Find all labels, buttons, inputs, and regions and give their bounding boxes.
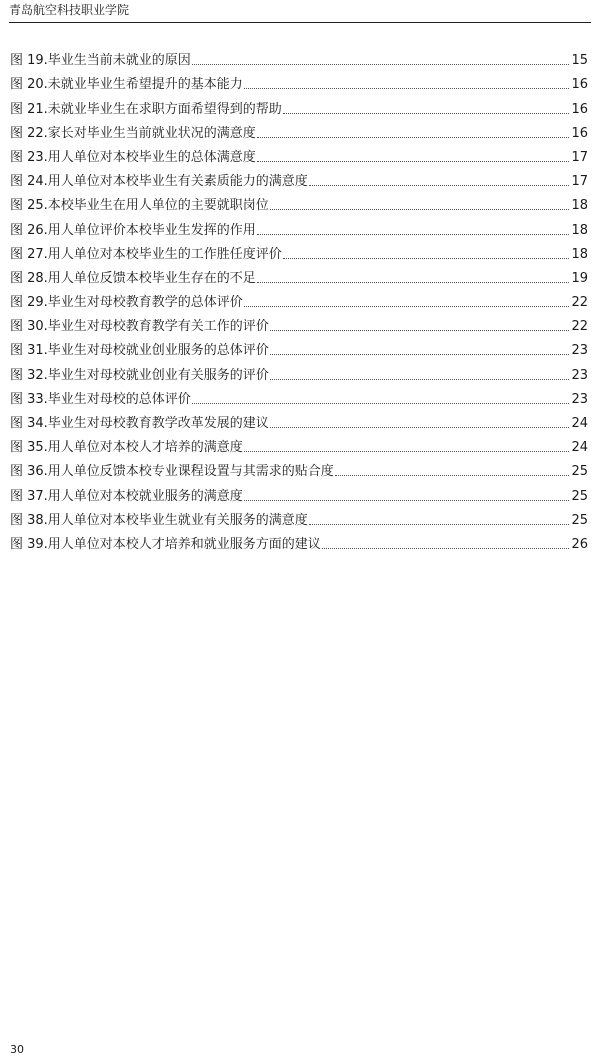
toc-entry[interactable]: [10, 45, 588, 69]
toc-entry[interactable]: [10, 166, 588, 190]
dot-leader: [257, 282, 570, 283]
toc-entry-title: 图 34.毕业生对母校教育教学改革发展的建议: [10, 416, 269, 431]
toc-entry-page: 17: [571, 174, 588, 190]
dot-leader: [270, 427, 570, 428]
toc-entry[interactable]: [10, 359, 588, 383]
toc-entry[interactable]: [10, 311, 588, 335]
toc-entry[interactable]: [10, 287, 588, 311]
toc-entry[interactable]: [10, 384, 588, 408]
toc-entry[interactable]: [10, 432, 588, 456]
toc-entry-page: 24: [571, 416, 588, 431]
toc-entry-title: 图 29.毕业生对母校教育教学的总体评价: [10, 295, 243, 311]
toc-entry-title: 图 24.用人单位对本校毕业生有关素质能力的满意度: [10, 174, 308, 190]
toc-entry-title: 图 19.毕业生当前未就业的原因: [10, 53, 191, 69]
dot-leader: [335, 475, 570, 476]
figure-list: [10, 45, 588, 553]
dot-leader: [257, 137, 570, 138]
dot-leader: [270, 379, 570, 380]
toc-entry-title: 图 21.未就业毕业生在求职方面希望得到的帮助: [10, 101, 282, 117]
toc-entry-title: 图 32.毕业生对母校就业创业有关服务的评价: [10, 367, 269, 383]
toc-entry-page: 23: [571, 343, 588, 359]
page-header: [9, 0, 591, 23]
dot-leader: [244, 88, 570, 89]
dot-leader: [283, 113, 570, 114]
dot-leader: [244, 451, 570, 452]
toc-entry-page: 18: [571, 198, 588, 214]
dot-leader: [257, 234, 570, 235]
dot-leader: [244, 500, 570, 501]
dot-leader: [192, 403, 570, 404]
dot-leader: [283, 258, 570, 259]
toc-entry-page: 17: [571, 149, 588, 165]
toc-entry-title: 图 25.本校毕业生在用人单位的主要就职岗位: [10, 198, 269, 214]
toc-entry-page: 25: [571, 464, 588, 480]
toc-entry-title: 图 23.用人单位对本校毕业生的总体满意度: [10, 149, 256, 165]
dot-leader: [192, 64, 570, 65]
toc-entry[interactable]: [10, 456, 588, 480]
toc-entry-title: 图 35.用人单位对本校人才培养的满意度: [10, 440, 243, 456]
toc-entry[interactable]: [10, 480, 588, 504]
toc-entry-page: 16: [571, 101, 588, 117]
toc-entry-title: 图 33.毕业生对母校的总体评价: [10, 391, 191, 407]
toc-entry[interactable]: [10, 505, 588, 529]
toc-entry-title: 图 36.用人单位反馈本校专业课程设置与其需求的贴合度: [10, 464, 334, 480]
page-number: 30: [10, 1043, 24, 1056]
dot-leader: [322, 548, 570, 549]
toc-entry-page: 23: [571, 391, 588, 407]
toc-entry-page: 26: [571, 536, 588, 552]
toc-entry-page: 15: [571, 53, 588, 69]
toc-entry-page: 23: [571, 367, 588, 383]
toc-entry-page: 25: [571, 488, 588, 504]
toc-entry[interactable]: [10, 408, 588, 432]
dot-leader: [270, 209, 570, 210]
toc-entry-title: 图 31.毕业生对母校就业创业服务的总体评价: [10, 343, 269, 359]
header-title: 青岛航空科技职业学院: [9, 3, 130, 17]
toc-entry-title: 图 27.用人单位对本校毕业生的工作胜任度评价: [10, 246, 282, 262]
toc-entry-title: 图 22.家长对毕业生当前就业状况的满意度: [10, 125, 256, 141]
toc-entry[interactable]: [10, 142, 588, 166]
toc-entry[interactable]: [10, 214, 588, 238]
toc-entry[interactable]: [10, 263, 588, 287]
toc-entry[interactable]: [10, 335, 588, 359]
toc-entry-page: 22: [571, 319, 588, 335]
toc-entry-page: 18: [571, 246, 588, 262]
toc-entry-title: 图 39.用人单位对本校人才培养和就业服务方面的建议: [10, 536, 321, 552]
toc-entry-title: 图 20.未就业毕业生希望提升的基本能力: [10, 77, 243, 93]
toc-entry-page: 19: [571, 270, 588, 286]
dot-leader: [257, 161, 570, 162]
dot-leader: [309, 185, 570, 186]
toc-entry-page: 24: [571, 440, 588, 456]
dot-leader: [270, 330, 570, 331]
toc-entry[interactable]: [10, 190, 588, 214]
toc-entry-title: 图 30.毕业生对母校教育教学有关工作的评价: [10, 319, 269, 335]
toc-entry-page: 16: [571, 125, 588, 141]
toc-entry[interactable]: [10, 118, 588, 142]
toc-entry[interactable]: [10, 529, 588, 553]
toc-entry-title: 图 38.用人单位对本校毕业生就业有关服务的满意度: [10, 512, 308, 528]
toc-entry-title: 图 37.用人单位对本校就业服务的满意度: [10, 488, 243, 504]
toc-entry-title: 图 26.用人单位评价本校毕业生发挥的作用: [10, 222, 256, 238]
toc-entry-page: 25: [571, 512, 588, 528]
dot-leader: [270, 354, 570, 355]
toc-entry-title: 图 28.用人单位反馈本校毕业生存在的不足: [10, 270, 256, 286]
toc-entry-page: 18: [571, 222, 588, 238]
dot-leader: [309, 524, 570, 525]
toc-entry-page: 22: [571, 295, 588, 311]
toc-entry[interactable]: [10, 69, 588, 93]
toc-entry-page: 16: [571, 77, 588, 93]
toc-entry[interactable]: [10, 239, 588, 263]
toc-entry[interactable]: [10, 93, 588, 117]
dot-leader: [244, 306, 570, 307]
